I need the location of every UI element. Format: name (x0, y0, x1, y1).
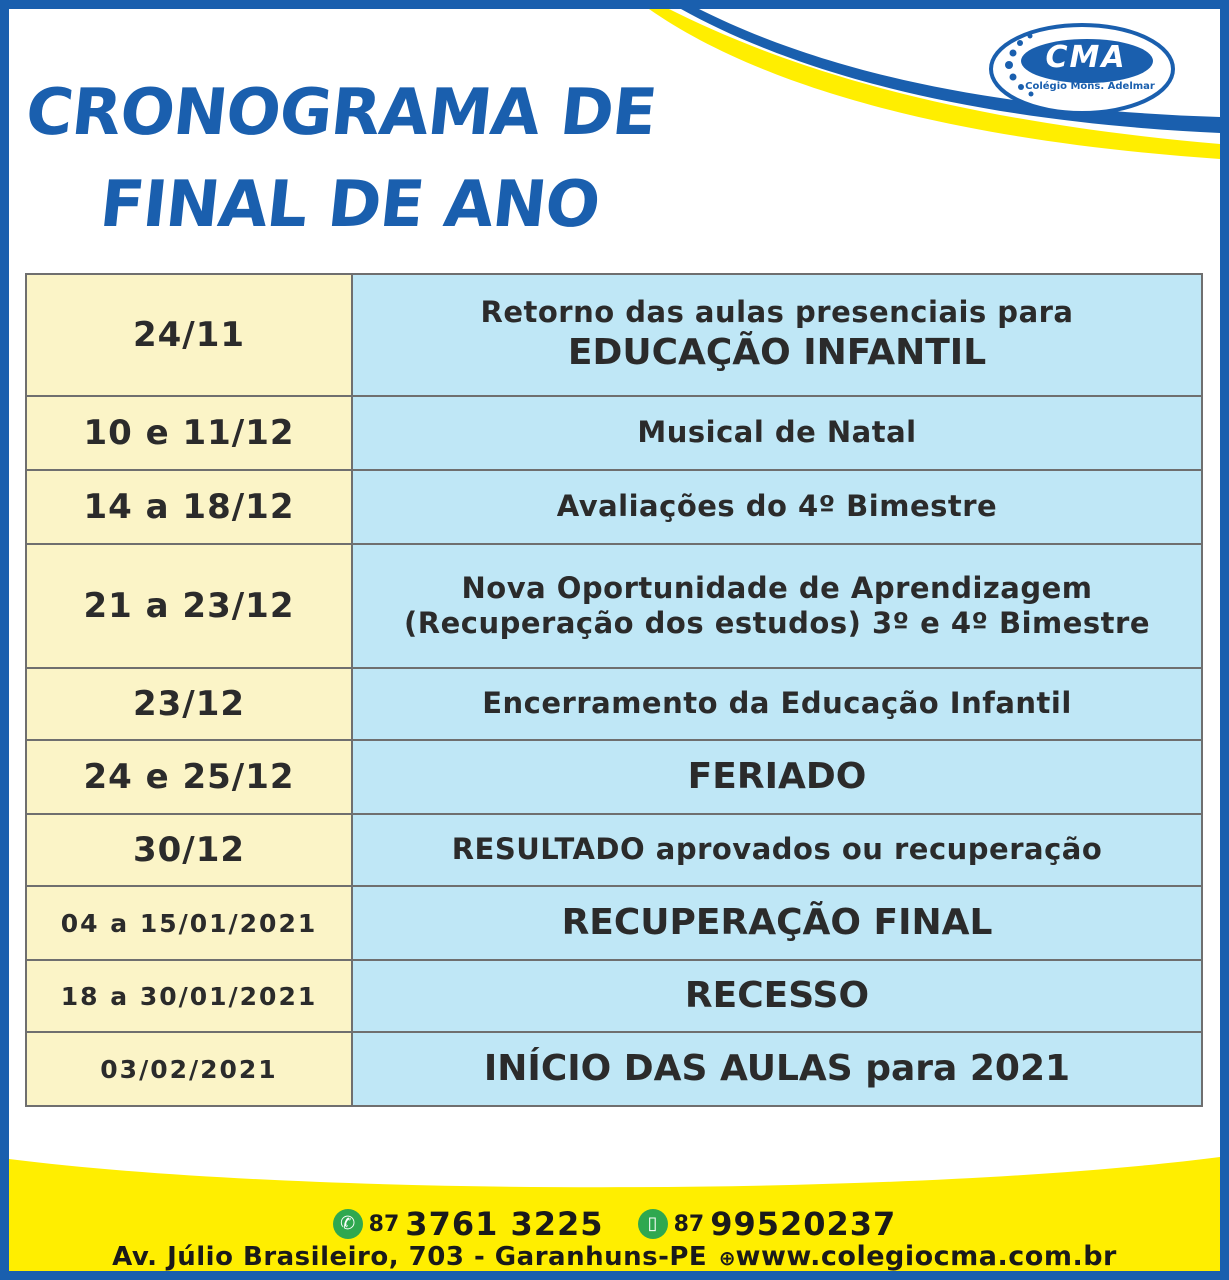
description-text: Musical de Natal (637, 415, 917, 450)
title-line-1: CRONOGRAMA DE (22, 76, 660, 150)
description-text: Nova Oportunidade de Aprendizagem (461, 570, 1093, 605)
phone1-prefix: 87 (368, 1211, 400, 1237)
date-cell: 30/12 (27, 815, 353, 885)
table-row (27, 959, 1201, 1031)
description-text-2: (Recuperação dos estudos) 3º e 4º Bimestre (404, 606, 1150, 640)
date-cell: 14 a 18/12 (27, 471, 353, 543)
whatsapp-phone (638, 1205, 897, 1243)
description-text: RECUPERAÇÃO FINAL (561, 902, 993, 944)
street-address: Av. Júlio Brasileiro, 703 - Garanhuns-PE (112, 1242, 708, 1271)
description-text: INÍCIO DAS AULAS para 2021 (483, 1048, 1071, 1090)
phone-numbers (9, 1205, 1220, 1243)
title-line-2: FINAL DE ANO (96, 168, 603, 242)
description-text: RESULTADO aprovados ou recuperação (451, 832, 1103, 867)
description-cell (353, 275, 1201, 395)
description-text: Retorno das aulas presenciais para (480, 295, 1074, 330)
date-cell: 23/12 (27, 669, 353, 739)
table-row (27, 667, 1201, 739)
poster (9, 9, 1220, 1271)
description-highlight: EDUCAÇÃO INFANTIL (567, 331, 987, 373)
date-cell: 21 a 23/12 (27, 545, 353, 667)
description-cell (353, 545, 1201, 667)
schedule-table (25, 273, 1203, 1107)
description-cell (353, 887, 1201, 959)
description-cell (353, 1033, 1201, 1105)
description-text: RECESSO (684, 975, 870, 1017)
description-cell (353, 471, 1201, 543)
page-title (12, 67, 661, 251)
logo-subtitle: Colégio Mons. Adelmar (1025, 81, 1155, 92)
phone2-number: 99520237 (710, 1205, 897, 1243)
date-cell: 18 a 30/01/2021 (27, 961, 353, 1031)
description-text: FERIADO (687, 756, 867, 798)
table-row (27, 469, 1201, 543)
date-cell: 04 a 15/01/2021 (27, 887, 353, 959)
description-cell (353, 815, 1201, 885)
website-link[interactable]: www.colegiocma.com.br (735, 1241, 1117, 1271)
date-cell: 10 e 11/12 (27, 397, 353, 469)
table-row (27, 739, 1201, 813)
phone1-number: 3761 3225 (405, 1205, 604, 1243)
globe-icon: ⊕ (718, 1246, 736, 1270)
logo-name: CMA (1045, 40, 1127, 75)
description-text: Avaliações do 4º Bimestre (556, 489, 998, 524)
description-text: Encerramento da Educação Infantil (482, 686, 1072, 721)
table-row (27, 395, 1201, 469)
table-row (27, 813, 1201, 885)
date-cell: 03/02/2021 (27, 1033, 353, 1105)
contact-footer (9, 1157, 1220, 1271)
table-row (27, 275, 1201, 395)
phone-icon: ✆ (333, 1209, 363, 1239)
address-line (9, 1241, 1220, 1271)
description-cell (353, 741, 1201, 813)
description-cell (353, 669, 1201, 739)
date-cell: 24 e 25/12 (27, 741, 353, 813)
table-row (27, 543, 1201, 667)
phone2-prefix: 87 (673, 1211, 705, 1237)
table-row (27, 1031, 1201, 1105)
date-cell: 24/11 (27, 275, 353, 395)
school-logo (987, 21, 1177, 117)
description-cell (353, 961, 1201, 1031)
description-cell (353, 397, 1201, 469)
table-row (27, 885, 1201, 959)
whatsapp-icon: ▯ (638, 1209, 668, 1239)
landline-phone (333, 1205, 604, 1243)
